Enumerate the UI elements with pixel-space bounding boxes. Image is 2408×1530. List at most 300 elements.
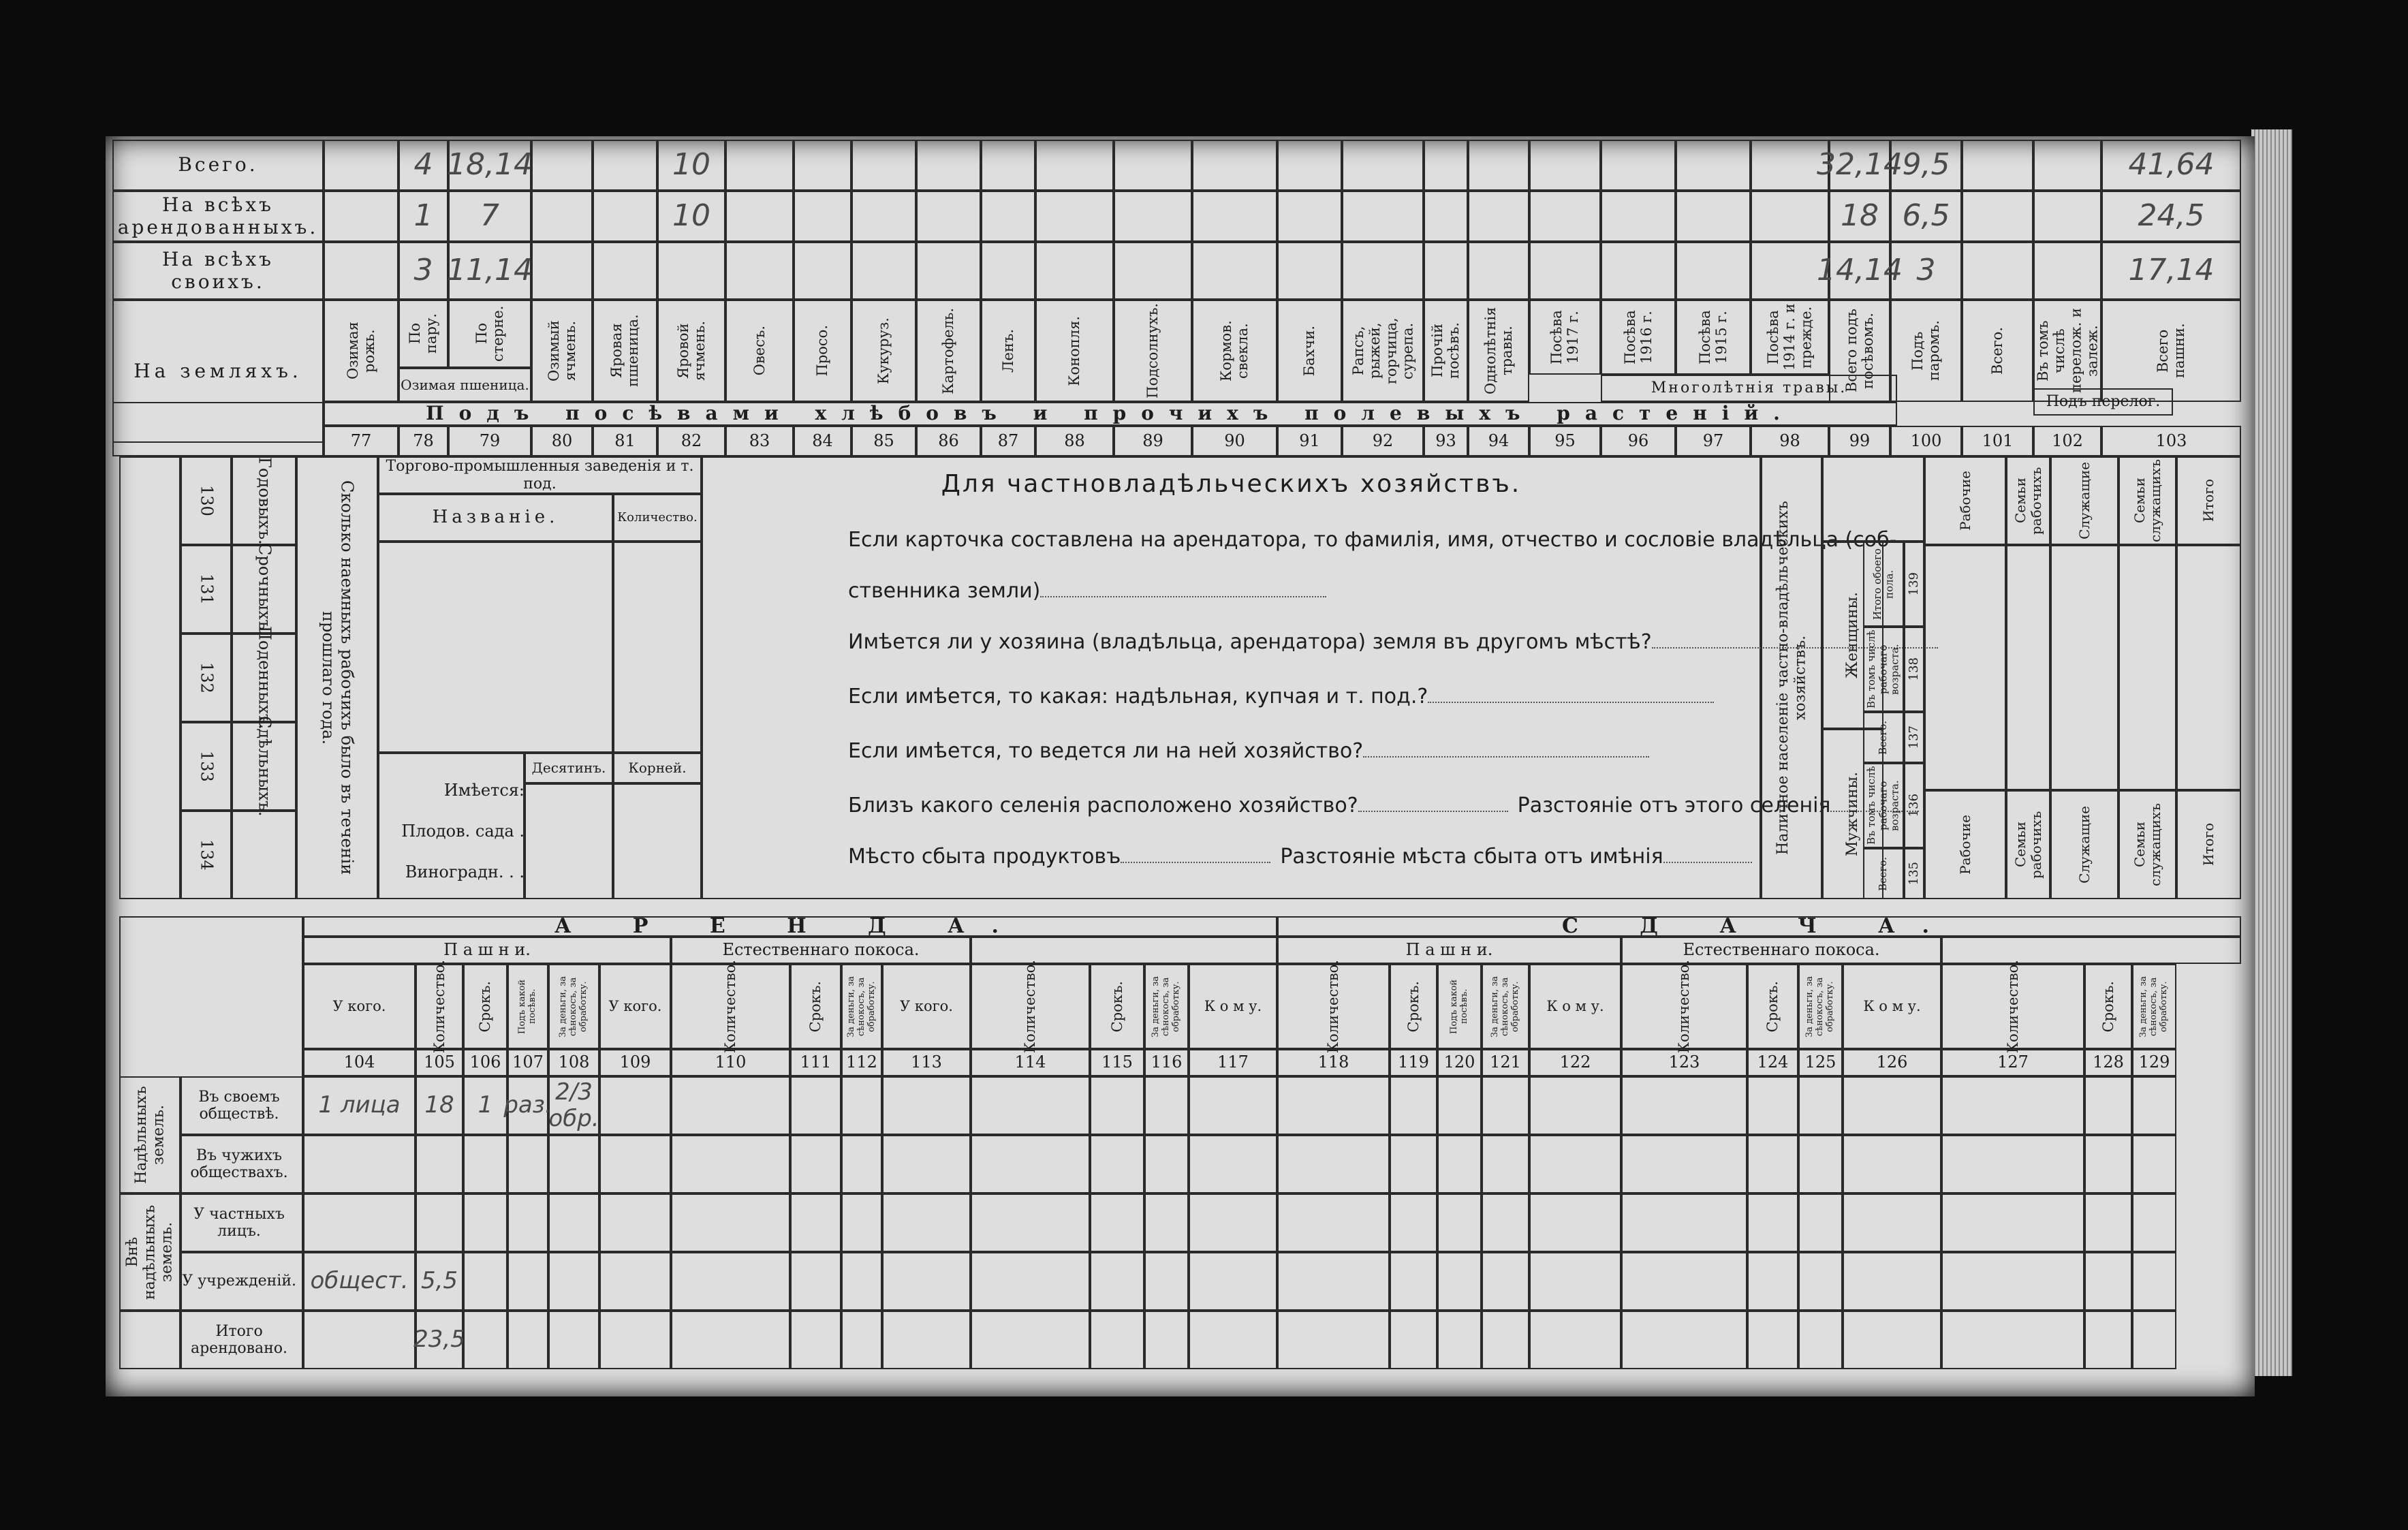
answer-dotted-line[interactable] (1428, 702, 1714, 703)
rent-cell[interactable] (1529, 1193, 1621, 1252)
top-row-cell[interactable] (794, 191, 851, 242)
rent-cell[interactable] (1390, 1252, 1437, 1311)
rent-col-header (971, 959, 1090, 1054)
top-row-cell[interactable] (1424, 140, 1468, 191)
top-row-cell[interactable] (1277, 140, 1342, 191)
rent-cell[interactable] (1390, 1193, 1437, 1252)
rent-cell[interactable] (503, 1076, 552, 1135)
rent-cell[interactable] (303, 1311, 416, 1369)
rent-cell[interactable] (790, 1193, 841, 1252)
private-question-line[interactable] (848, 630, 1836, 654)
worker-type-label: Сдѣльныхъ. (255, 716, 275, 817)
rent-cell[interactable] (2084, 1135, 2132, 1193)
rent-cell[interactable] (971, 1311, 1090, 1369)
rent-col-number: 128 (2084, 1049, 2132, 1076)
rent-cell[interactable] (841, 1311, 882, 1369)
rent-cell[interactable] (2132, 1076, 2176, 1135)
rent-cell[interactable] (1529, 1252, 1621, 1311)
rent-cell[interactable] (1277, 1193, 1390, 1252)
rent-cell[interactable] (1621, 1252, 1747, 1311)
column-number: 82 (657, 426, 725, 456)
column-group-title (1621, 937, 1941, 964)
top-row-cell[interactable] (1114, 242, 1192, 300)
rent-cell[interactable] (1090, 1311, 1144, 1369)
rent-cell[interactable] (507, 1135, 548, 1193)
worker-type-label: Срочныхъ. (255, 543, 275, 636)
rent-col-header (1798, 964, 1843, 1049)
rent-cell[interactable] (671, 1135, 790, 1193)
top-row-cell[interactable] (1468, 242, 1529, 300)
rent-cell[interactable] (790, 1311, 841, 1369)
top-row-cell[interactable] (531, 242, 593, 300)
answer-dotted-line[interactable] (1358, 811, 1508, 812)
rent-cell[interactable] (416, 1076, 463, 1135)
top-row-cell[interactable] (324, 140, 398, 191)
rent-cell[interactable] (1090, 1193, 1144, 1252)
top-row-cell[interactable] (398, 242, 448, 300)
top-row-cell[interactable] (593, 140, 657, 191)
top-row-cell[interactable] (1890, 191, 1962, 242)
top-row-cell[interactable] (1601, 140, 1676, 191)
rent-cell[interactable] (1843, 1135, 1941, 1193)
rent-col-label: Срокъ. (1108, 980, 1125, 1033)
rent-cell[interactable] (2084, 1193, 2132, 1252)
rent-cell[interactable] (2132, 1193, 2176, 1252)
pop-col-header-top (2050, 456, 2118, 545)
pop-col-label: Семьи рабочихъ (2012, 467, 2044, 535)
handwritten-value: 1 (413, 198, 433, 234)
top-row-cell[interactable] (1192, 242, 1277, 300)
rent-cell[interactable] (1843, 1311, 1941, 1369)
column-group-label: Естественнаго покоса. (1683, 940, 1880, 960)
top-row-cell[interactable] (448, 242, 531, 300)
rent-cell[interactable] (971, 1193, 1090, 1252)
rent-cell[interactable] (671, 1252, 790, 1311)
rent-cell[interactable] (882, 1252, 971, 1311)
top-row-cell[interactable] (2101, 191, 2241, 242)
top-row-cell[interactable] (794, 140, 851, 191)
answer-dotted-line[interactable] (1363, 756, 1649, 758)
rent-cell[interactable] (548, 1076, 599, 1135)
top-row-cell[interactable] (1890, 242, 1962, 300)
rent-cell[interactable] (2132, 1252, 2176, 1311)
rent-cell[interactable] (1529, 1311, 1621, 1369)
top-row-cell[interactable] (2033, 242, 2101, 300)
rent-cell[interactable] (671, 1311, 790, 1369)
rent-cell[interactable] (1144, 1193, 1189, 1252)
rent-cell[interactable] (1189, 1311, 1277, 1369)
private-question-text: ственника земли) (848, 579, 1041, 603)
handwritten-value: 6,5 (1902, 198, 1950, 234)
rent-col-header (548, 964, 599, 1049)
top-row-cell[interactable] (981, 242, 1035, 300)
rent-col-label: К о м у. (1546, 998, 1604, 1015)
column-number: 85 (851, 426, 916, 456)
top-row-cell[interactable] (657, 191, 725, 242)
rent-cell[interactable] (1529, 1076, 1621, 1135)
top-row-cell[interactable] (1342, 191, 1424, 242)
top-row-cell[interactable] (448, 191, 531, 242)
column-number: 92 (1342, 426, 1424, 456)
private-farm-block (702, 456, 1761, 899)
top-row-cell[interactable] (1676, 191, 1751, 242)
answer-dotted-line[interactable] (1040, 596, 1326, 597)
rent-cell[interactable] (416, 1252, 463, 1311)
rent-cell[interactable] (2132, 1135, 2176, 1193)
rent-cell[interactable] (1437, 1076, 1482, 1135)
rent-cell[interactable] (1189, 1252, 1277, 1311)
rent-cell[interactable] (507, 1193, 548, 1252)
top-row-cell[interactable] (1035, 242, 1114, 300)
top-row-cell[interactable] (916, 191, 981, 242)
rent-col-header (303, 964, 416, 1049)
top-row-cell[interactable] (1962, 191, 2033, 242)
rent-cell[interactable] (1747, 1311, 1798, 1369)
rent-cell[interactable] (599, 1076, 671, 1135)
rent-cell[interactable] (1941, 1252, 2084, 1311)
rent-cell[interactable] (303, 1193, 416, 1252)
top-row-cell[interactable] (1035, 191, 1114, 242)
column-number: 95 (1529, 426, 1601, 456)
crop-header-label: По пару. (407, 313, 440, 354)
korney-header: Корней. (613, 753, 702, 783)
worker-num-label: 132 (197, 662, 217, 693)
rent-col-label: Количество. (722, 959, 739, 1054)
pop-col-cell[interactable] (2118, 545, 2176, 790)
top-row-cell[interactable] (851, 191, 916, 242)
rent-cell[interactable] (1747, 1193, 1798, 1252)
rent-cell[interactable] (882, 1076, 971, 1135)
rent-cell[interactable] (1144, 1135, 1189, 1193)
rent-cell[interactable] (463, 1252, 507, 1311)
top-row-cell[interactable] (657, 140, 725, 191)
rent-cell[interactable] (507, 1311, 548, 1369)
rent-cell[interactable] (1090, 1252, 1144, 1311)
pop-col-cell[interactable] (2176, 545, 2241, 790)
top-row-cell[interactable] (1468, 191, 1529, 242)
top-row-cell[interactable] (1676, 242, 1751, 300)
rent-cell[interactable] (882, 1193, 971, 1252)
top-row-cell[interactable] (725, 140, 794, 191)
crop-header (725, 300, 794, 402)
rent-cell[interactable] (971, 1252, 1090, 1311)
pop-women-label: Женщины. (1844, 592, 1862, 678)
rent-cell[interactable] (1189, 1135, 1277, 1193)
rent-cell[interactable] (882, 1135, 971, 1193)
rent-cell[interactable] (599, 1135, 671, 1193)
rent-cell[interactable] (548, 1252, 599, 1311)
top-row-cell[interactable] (1601, 191, 1676, 242)
rent-cell[interactable] (841, 1193, 882, 1252)
rent-cell[interactable] (790, 1135, 841, 1193)
rent-col-label: За деньги, за сѣнокосъ, за обработку. (845, 975, 877, 1037)
rent-cell[interactable] (841, 1135, 882, 1193)
rent-cell[interactable] (1437, 1311, 1482, 1369)
rent-cell[interactable] (671, 1193, 790, 1252)
rent-col-number: 120 (1437, 1049, 1482, 1076)
top-row-cell[interactable] (1277, 191, 1342, 242)
rent-cell[interactable] (1482, 1311, 1529, 1369)
pop-col-cell[interactable] (2050, 545, 2118, 790)
top-row-cell[interactable] (725, 191, 794, 242)
rent-cell[interactable] (1144, 1311, 1189, 1369)
top-row-cell[interactable] (1277, 242, 1342, 300)
rent-cell[interactable] (971, 1135, 1090, 1193)
rent-col-number: 116 (1144, 1049, 1189, 1076)
crop-header (1114, 300, 1192, 402)
top-row-cell[interactable] (916, 242, 981, 300)
rent-cell[interactable] (1747, 1135, 1798, 1193)
rent-cell[interactable] (413, 1311, 465, 1369)
rent-cell[interactable] (463, 1076, 507, 1135)
rent-cell[interactable] (1144, 1252, 1189, 1311)
rent-cell[interactable] (2084, 1252, 2132, 1311)
rent-cell[interactable] (1390, 1135, 1437, 1193)
top-row-cell[interactable] (531, 140, 593, 191)
top-row-cell[interactable] (1529, 191, 1601, 242)
rent-cell[interactable] (416, 1193, 463, 1252)
rent-cell[interactable] (303, 1252, 416, 1311)
rent-col-number: 117 (1189, 1049, 1277, 1076)
rent-cell[interactable] (548, 1135, 599, 1193)
column-number: 78 (398, 426, 448, 456)
top-row-cell[interactable] (324, 191, 398, 242)
rent-col-label: К о м у. (1863, 998, 1921, 1015)
rent-cell[interactable] (463, 1193, 507, 1252)
rent-cell[interactable] (1277, 1311, 1390, 1369)
rent-cell[interactable] (548, 1193, 599, 1252)
rent-cell[interactable] (882, 1311, 971, 1369)
rent-row-label: Итого арендовано. (181, 1311, 303, 1369)
rent-cell[interactable] (599, 1193, 671, 1252)
column-number: 79 (448, 426, 531, 456)
top-row-cell[interactable] (725, 242, 794, 300)
pop-col-header-bottom (2176, 790, 2241, 899)
rent-cell[interactable] (1437, 1252, 1482, 1311)
top-row-cell[interactable] (2033, 140, 2101, 191)
top-row-cell[interactable] (1676, 140, 1751, 191)
top-row-cell[interactable] (1817, 140, 1903, 191)
rent-cell[interactable] (1621, 1135, 1747, 1193)
rent-cell[interactable] (548, 1311, 599, 1369)
rent-cell[interactable] (971, 1076, 1090, 1135)
top-row-cell[interactable] (1192, 140, 1277, 191)
top-row-cell[interactable] (593, 191, 657, 242)
rent-cell[interactable] (1621, 1193, 1747, 1252)
rent-cell[interactable] (1798, 1193, 1843, 1252)
rent-cell[interactable] (1798, 1252, 1843, 1311)
rent-cell[interactable] (1529, 1135, 1621, 1193)
top-row-cell[interactable] (1468, 140, 1529, 191)
top-row-cell[interactable] (324, 242, 398, 300)
orchard-label: Имѣется: (443, 781, 525, 800)
private-question-line[interactable] (848, 739, 1836, 763)
rent-cell[interactable] (790, 1252, 841, 1311)
rent-cell[interactable] (1621, 1311, 1747, 1369)
rent-col-header (2084, 964, 2132, 1049)
rent-cell[interactable] (416, 1135, 463, 1193)
top-row-cell[interactable] (1424, 191, 1468, 242)
rent-cell[interactable] (1941, 1135, 2084, 1193)
top-row-cell[interactable] (531, 191, 593, 242)
pop-sub-label: Въ томъ числѣ рабочаго возраста. (1865, 766, 1901, 845)
private-question-line[interactable] (848, 685, 1836, 708)
rent-cell[interactable] (1277, 1135, 1390, 1193)
rent-cell[interactable] (1090, 1135, 1144, 1193)
top-row-cell[interactable] (1817, 242, 1903, 300)
orchard-labels (388, 770, 525, 892)
top-row-cell[interactable] (1962, 242, 2033, 300)
rent-cell[interactable] (1747, 1252, 1798, 1311)
rent-cell[interactable] (303, 1076, 416, 1135)
hired-workers-text: Сколько наемныхъ рабочихъ было въ теченiи прошлаго года. (319, 480, 357, 875)
top-row-cell[interactable] (851, 242, 916, 300)
trade-qty-cell[interactable] (613, 542, 702, 753)
rent-cell[interactable] (1277, 1252, 1390, 1311)
rent-cell[interactable] (507, 1252, 548, 1311)
rent-cell[interactable] (1798, 1076, 1843, 1135)
rent-cell[interactable] (1189, 1193, 1277, 1252)
top-row-cell[interactable] (981, 191, 1035, 242)
top-row-cell[interactable] (1114, 140, 1192, 191)
worker-num-label: 131 (197, 574, 217, 605)
rent-cell[interactable] (1390, 1311, 1437, 1369)
handwritten-value: 23,5 (413, 1326, 465, 1354)
pop-sub-header (1863, 848, 1904, 899)
rent-cell[interactable] (1189, 1076, 1277, 1135)
top-row-cell[interactable] (398, 191, 448, 242)
top-row-cell[interactable] (1751, 191, 1829, 242)
top-row-cell[interactable] (1890, 140, 1962, 191)
rent-col-label: Срокъ. (1405, 980, 1422, 1033)
top-row-cell[interactable] (1342, 140, 1424, 191)
private-question-text: Имѣется ли у хозяина (владѣльца, арендатора) земля въ другомъ мѣстѣ? (848, 630, 1652, 654)
crop-header-label: Яровая пшеница. (608, 314, 642, 388)
column-group-label: Естественнаго покоса. (722, 940, 920, 960)
top-row-cell[interactable] (981, 140, 1035, 191)
rent-cell[interactable] (2132, 1311, 2176, 1369)
top-row-cell[interactable] (1114, 191, 1192, 242)
top-row-cell[interactable] (1424, 242, 1468, 300)
pop-col-cell[interactable] (1924, 545, 2006, 790)
rent-col-header (1529, 964, 1621, 1049)
private-question-line[interactable] (848, 845, 1836, 869)
private-question-line[interactable] (848, 528, 1897, 552)
top-row-cell[interactable] (2101, 242, 2241, 300)
rent-cell[interactable] (463, 1311, 507, 1369)
rent-col-label: У кого. (332, 998, 386, 1015)
rent-cell[interactable] (1090, 1076, 1144, 1135)
top-row-cell[interactable] (1529, 242, 1601, 300)
rent-cell[interactable] (1843, 1193, 1941, 1252)
rent-col-number: 107 (507, 1049, 548, 1076)
rent-cell[interactable] (1941, 1076, 2084, 1135)
top-row-cell[interactable] (2101, 140, 2241, 191)
rent-cell[interactable] (790, 1076, 841, 1135)
rent-cell[interactable] (599, 1311, 671, 1369)
rent-cell[interactable] (1843, 1252, 1941, 1311)
crop-header-label: Посѣва 1917 г. (1548, 310, 1582, 364)
rent-cell[interactable] (2084, 1076, 2132, 1135)
census-card-sheet (106, 136, 2255, 1396)
pop-num (1904, 627, 1924, 712)
rent-cell[interactable] (1482, 1076, 1529, 1135)
rent-cell[interactable] (1482, 1252, 1529, 1311)
pop-col-cell[interactable] (2006, 545, 2050, 790)
rent-cell[interactable] (1941, 1193, 2084, 1252)
rent-cell[interactable] (303, 1135, 416, 1193)
rent-cell[interactable] (1941, 1311, 2084, 1369)
ozimaya-pshenitsa-label: Озимая пшеница. (398, 368, 531, 402)
rent-cell[interactable] (1144, 1076, 1189, 1135)
top-row-cell[interactable] (1192, 191, 1277, 242)
top-row-cell[interactable] (1529, 140, 1601, 191)
rent-cell[interactable] (841, 1252, 882, 1311)
top-row-cell[interactable] (1035, 140, 1114, 191)
handwritten-value: 5,5 (420, 1267, 458, 1295)
top-row-cell[interactable] (2033, 191, 2101, 242)
top-row-cell[interactable] (851, 140, 916, 191)
top-row-cell[interactable] (1962, 140, 2033, 191)
rent-cell[interactable] (463, 1135, 507, 1193)
top-row-cell[interactable] (398, 140, 448, 191)
private-question-line[interactable] (848, 579, 1836, 603)
column-number: 96 (1601, 426, 1676, 456)
answer-dotted-line[interactable] (1121, 862, 1270, 863)
column-number: 89 (1114, 426, 1192, 456)
rent-cell[interactable] (1798, 1311, 1843, 1369)
crop-header (1342, 300, 1424, 402)
rent-cell[interactable] (1843, 1076, 1941, 1135)
rent-cell[interactable] (1390, 1076, 1437, 1135)
desyatin-cell[interactable] (525, 783, 613, 899)
handwritten-value: раз. (503, 1091, 552, 1119)
top-row-cell[interactable] (593, 242, 657, 300)
top-row-cell[interactable] (1601, 242, 1676, 300)
rent-cell[interactable] (1798, 1135, 1843, 1193)
top-row-cell[interactable] (448, 140, 531, 191)
rent-cell[interactable] (1437, 1193, 1482, 1252)
rent-cell[interactable] (1437, 1135, 1482, 1193)
rent-cell[interactable] (1482, 1193, 1529, 1252)
top-row-cell[interactable] (657, 242, 725, 300)
na-zemlyakh-label: На земляхъ. (112, 300, 324, 443)
column-number: 90 (1192, 426, 1277, 456)
rent-cell[interactable] (671, 1076, 790, 1135)
answer-dotted-line[interactable] (1663, 862, 1752, 863)
top-row-cell[interactable] (1342, 242, 1424, 300)
korney-cell[interactable] (613, 783, 702, 899)
rent-cell[interactable] (2084, 1311, 2132, 1369)
top-row-cell[interactable] (794, 242, 851, 300)
pop-sub-header (1863, 763, 1904, 848)
top-row-cell[interactable] (916, 140, 981, 191)
rent-cell[interactable] (599, 1252, 671, 1311)
rent-cell[interactable] (1482, 1135, 1529, 1193)
rent-cell[interactable] (1621, 1076, 1747, 1135)
hired-workers-question (296, 456, 378, 899)
top-row-cell[interactable] (1829, 191, 1890, 242)
rent-cell[interactable] (1747, 1076, 1798, 1135)
trade-name-cell[interactable] (378, 542, 613, 753)
rent-cell[interactable] (1277, 1076, 1390, 1135)
column-number: 80 (531, 426, 593, 456)
private-question-line[interactable] (848, 794, 1836, 817)
private-farm-title: Для частновладѣльческихъ хозяйствъ. (941, 470, 1522, 498)
pop-col-label: Семьи служащихъ (2131, 459, 2163, 542)
rent-cell[interactable] (841, 1076, 882, 1135)
handwritten-value: 41,64 (2128, 147, 2215, 183)
